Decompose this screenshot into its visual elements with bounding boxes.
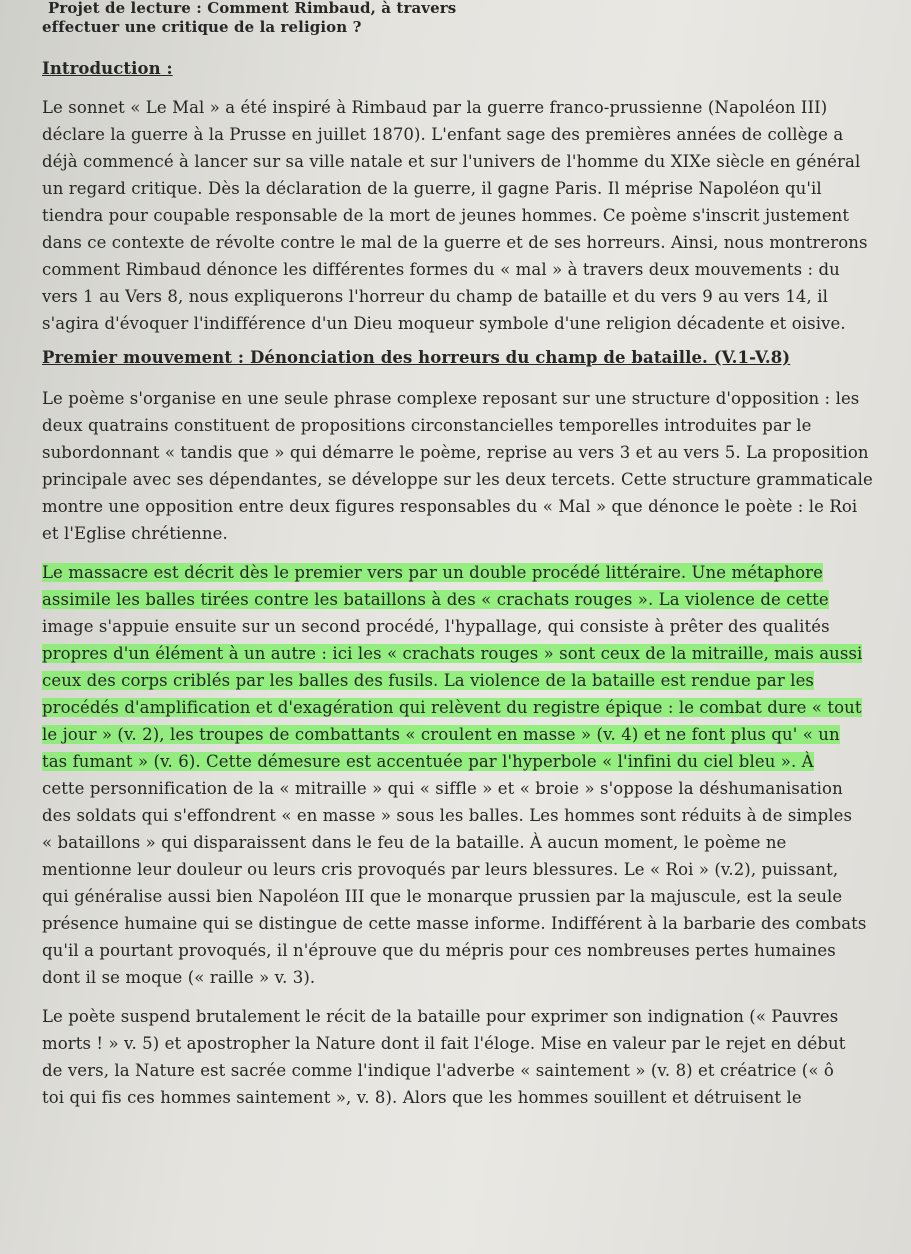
intro-line: dans ce contexte de révolte contre le mal de la guerre et de ses horreurs. Ainsi, nous montrerons [42, 233, 868, 252]
body-line: image s'appuie ensuite sur un second procédé, l'hypallage, qui consiste à prêter des qualités [42, 617, 830, 636]
intro-line: déclare la guerre à la Prusse en juillet 1870). L'enfant sage des premières années de collège a [42, 125, 844, 144]
highlighted-line [42, 563, 823, 583]
highlight: procédés d'amplification et d'exagération qui relèvent du registre épique : le combat dure « tout [42, 698, 862, 717]
highlight: le jour » (v. 2), les troupes de combattants « croulent en masse » (v. 4) et ne font plus qu' « un [42, 725, 840, 744]
highlighted-line [42, 752, 814, 772]
body-line: morts ! » v. 5) et apostropher la Nature dont il fait l'éloge. Mise en valeur par le rejet en début [42, 1034, 846, 1053]
intro-line: Le sonnet « Le Mal » a été inspiré à Rimbaud par la guerre franco-prussienne (Napoléon III) [42, 98, 828, 117]
body-line: deux quatrains constituent de propositions circonstancielles temporelles introduites par le [42, 416, 812, 435]
body-line: et l'Eglise chrétienne. [42, 524, 228, 543]
intro-line: comment Rimbaud dénonce les différentes formes du « mal » à travers deux mouvements : du [42, 260, 840, 279]
highlighted-line [42, 725, 840, 745]
body-line: « bataillons » qui disparaissent dans le feu de la bataille. À aucun moment, le poème ne [42, 833, 787, 852]
body-line: Le poète suspend brutalement le récit de la bataille pour exprimer son indignation (« Pauvres [42, 1007, 839, 1026]
highlight: assimile les balles tirées contre les bataillons à des « crachats rouges ». La violence de cette [42, 590, 829, 609]
intro-line: s'agira d'évoquer l'indifférence d'un Dieu moqueur symbole d'une religion décadente et oisive. [42, 314, 846, 333]
body-line: présence humaine qui se distingue de cette masse informe. Indifférent à la barbarie des combats [42, 914, 867, 933]
body-line: toi qui fis ces hommes saintement », v. 8). Alors que les hommes souillent et détruisent le [42, 1088, 802, 1107]
highlighted-line [42, 671, 814, 691]
highlight: propres d'un élément à un autre : ici les « crachats rouges » sont ceux de la mitraille, mais aussi [42, 644, 863, 663]
body-line: qui généralise aussi bien Napoléon III que le monarque prussien par la majuscule, est la seule [42, 887, 843, 906]
body-line: des soldats qui s'effondrent « en masse » sous les balles. Les hommes sont réduits à de simples [42, 806, 853, 825]
intro-line: un regard critique. Dès la déclaration de la guerre, il gagne Paris. Il méprise Napoléon qu'il [42, 179, 822, 198]
project-title-line-1: Projet de lecture : Comment Rimbaud, à travers [48, 0, 457, 17]
body-line: mentionne leur douleur ou leurs cris provoqués par leurs blessures. Le « Roi » (v.2), puissant, [42, 860, 839, 879]
highlighted-line [42, 698, 862, 718]
intro-line: déjà commencé à lancer sur sa ville natale et sur l'univers de l'homme du XIXe siècle en général [42, 152, 861, 171]
body-line: de vers, la Nature est sacrée comme l'indique l'adverbe « saintement » (v. 8) et créatrice (« ô [42, 1061, 834, 1080]
intro-line: vers 1 au Vers 8, nous expliquerons l'horreur du champ de bataille et du vers 9 au vers 14, il [42, 287, 828, 306]
project-title-line-2: effectuer une critique de la religion ? [42, 18, 362, 36]
intro-line: tiendra pour coupable responsable de la mort de jeunes hommes. Ce poème s'inscrit justement [42, 206, 850, 225]
highlight: tas fumant » (v. 6). Cette démesure est accentuée par l'hyperbole « l'infini du ciel bleu ». À [42, 752, 814, 771]
highlight: ceux des corps criblés par les balles des fusils. La violence de la bataille est rendue par les [42, 671, 815, 690]
highlight: Le massacre est décrit dès le premier vers par un double procédé littéraire. Une métaphore [42, 563, 824, 582]
highlighted-line [42, 590, 829, 610]
introduction-heading: Introduction : [42, 59, 173, 78]
body-line: subordonnant « tandis que » qui démarre le poème, reprise au vers 3 et au vers 5. La proposition [42, 443, 869, 462]
body-line: cette personnification de la « mitraille » qui « siffle » et « broie » s'oppose la déshumanisation [42, 779, 843, 798]
body-line: dont il se moque (« raille » v. 3). [42, 968, 316, 987]
body-line: qu'il a pourtant provoqués, il n'éprouve que du mépris pour ces nombreuses pertes humaines [42, 941, 836, 960]
body-line: montre une opposition entre deux figures responsables du « Mal » que dénonce le poète : le Roi [42, 497, 858, 516]
body-line: Le poème s'organise en une seule phrase complexe reposant sur une structure d'opposition : les [42, 389, 860, 408]
highlighted-line [42, 644, 862, 664]
body-line: principale avec ses dépendantes, se développe sur les deux tercets. Cette structure grammaticale [42, 470, 873, 489]
section-heading: Premier mouvement : Dénonciation des horreurs du champ de bataille. (V.1-V.8) [42, 348, 791, 367]
